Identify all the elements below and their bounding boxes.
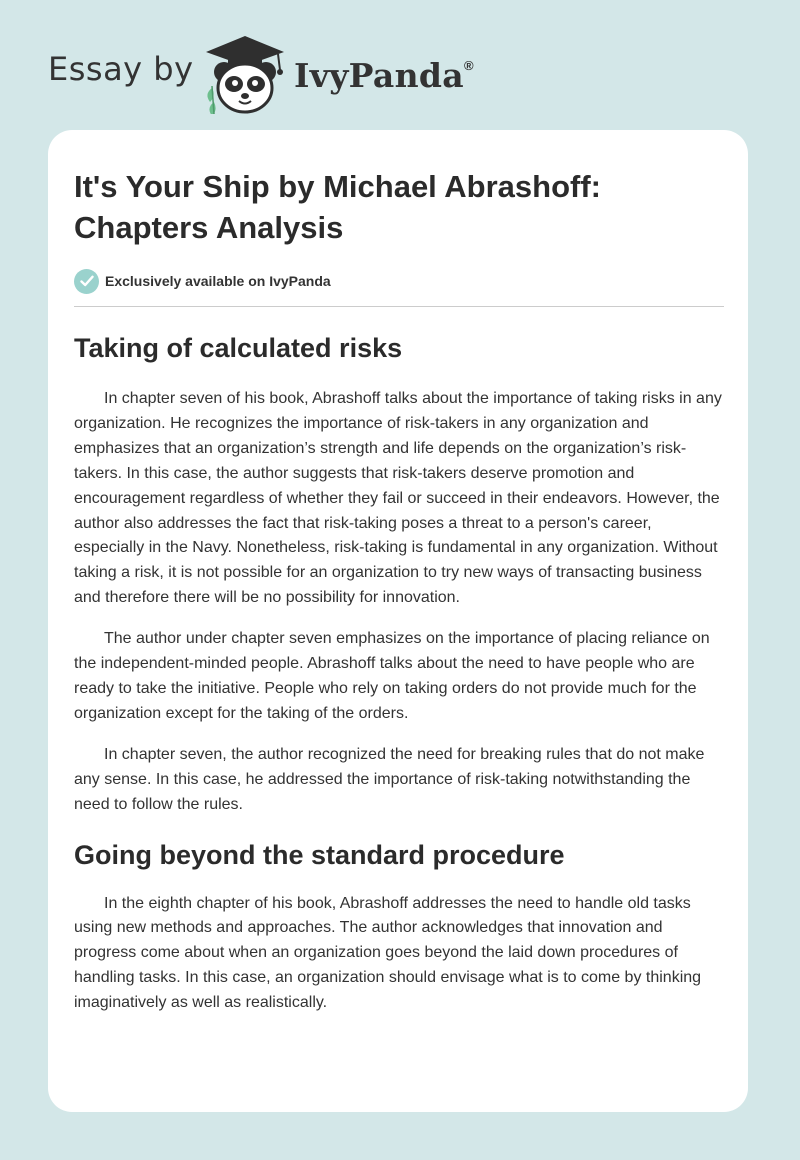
- article-content: [74, 166, 724, 1032]
- brand-name[interactable]: [294, 56, 474, 95]
- checkmark-svg: [80, 275, 94, 287]
- registered-mark: ®: [463, 58, 474, 73]
- article-title: It's Your Ship by Michael Abrashoff: Chapters Analysis: [74, 169, 601, 245]
- brand-text: IvyPanda: [294, 56, 464, 95]
- check-circle-icon: [74, 269, 99, 294]
- paragraph: The author under chapter seven emphasizes on the importance of placing reliance on the independent-minded people. Abrashoff talks about the need to have people who are ready to take the initiative. People who rely on taking orders do not provide much for the organization except for the taking of the orders.: [74, 630, 710, 722]
- site-header: [48, 30, 488, 110]
- title-divider: [74, 306, 724, 307]
- panda-logo-icon[interactable]: [200, 32, 290, 114]
- section-heading-procedure: Going beyond the standard procedure: [74, 839, 565, 870]
- article-card: [48, 130, 748, 1112]
- exclusive-badge: [74, 268, 724, 294]
- section-heading-risks: Taking of calculated risks: [74, 333, 403, 363]
- paragraph: In the eighth chapter of his book, Abrashoff addresses the need to handle old tasks using new methods and approaches. The author acknowledges that innovation and progress come about when an organization goes beyond the laid down procedures of handling tasks. In this case, an organization should envisage what is to come by thinking imaginatively as well as realistically.: [74, 894, 702, 1012]
- paragraph: In chapter seven of his book, Abrashoff talks about the importance of taking risks in any organization. He recognizes the importance of risk-takers in any organization and emphasizes that an organization’s strength and life depends on the organization’s risk-takers. In this case, the author suggests that risk-takers deserve promotion and encouragement regardless of whether they fail or succeed in their endeavors. However, the author also addresses the fact that risk-taking poses a threat to a person's career, especially in the Navy. Nonetheless, risk-taking is fundamental in any organization. Without taking a risk, it is not possible for an organization to try new ways of transacting business and therefore there will be no possibility for innovation.: [74, 390, 722, 607]
- essay-by-label: Essay by: [48, 50, 194, 88]
- exclusive-text: Exclusively available on IvyPanda: [105, 273, 331, 289]
- paragraph: In chapter seven, the author recognized the need for breaking rules that do not make any sense. In this case, he addressed the importance of risk-taking notwithstanding the need to follow the rules.: [74, 745, 705, 813]
- panda-logo-svg: [200, 32, 290, 114]
